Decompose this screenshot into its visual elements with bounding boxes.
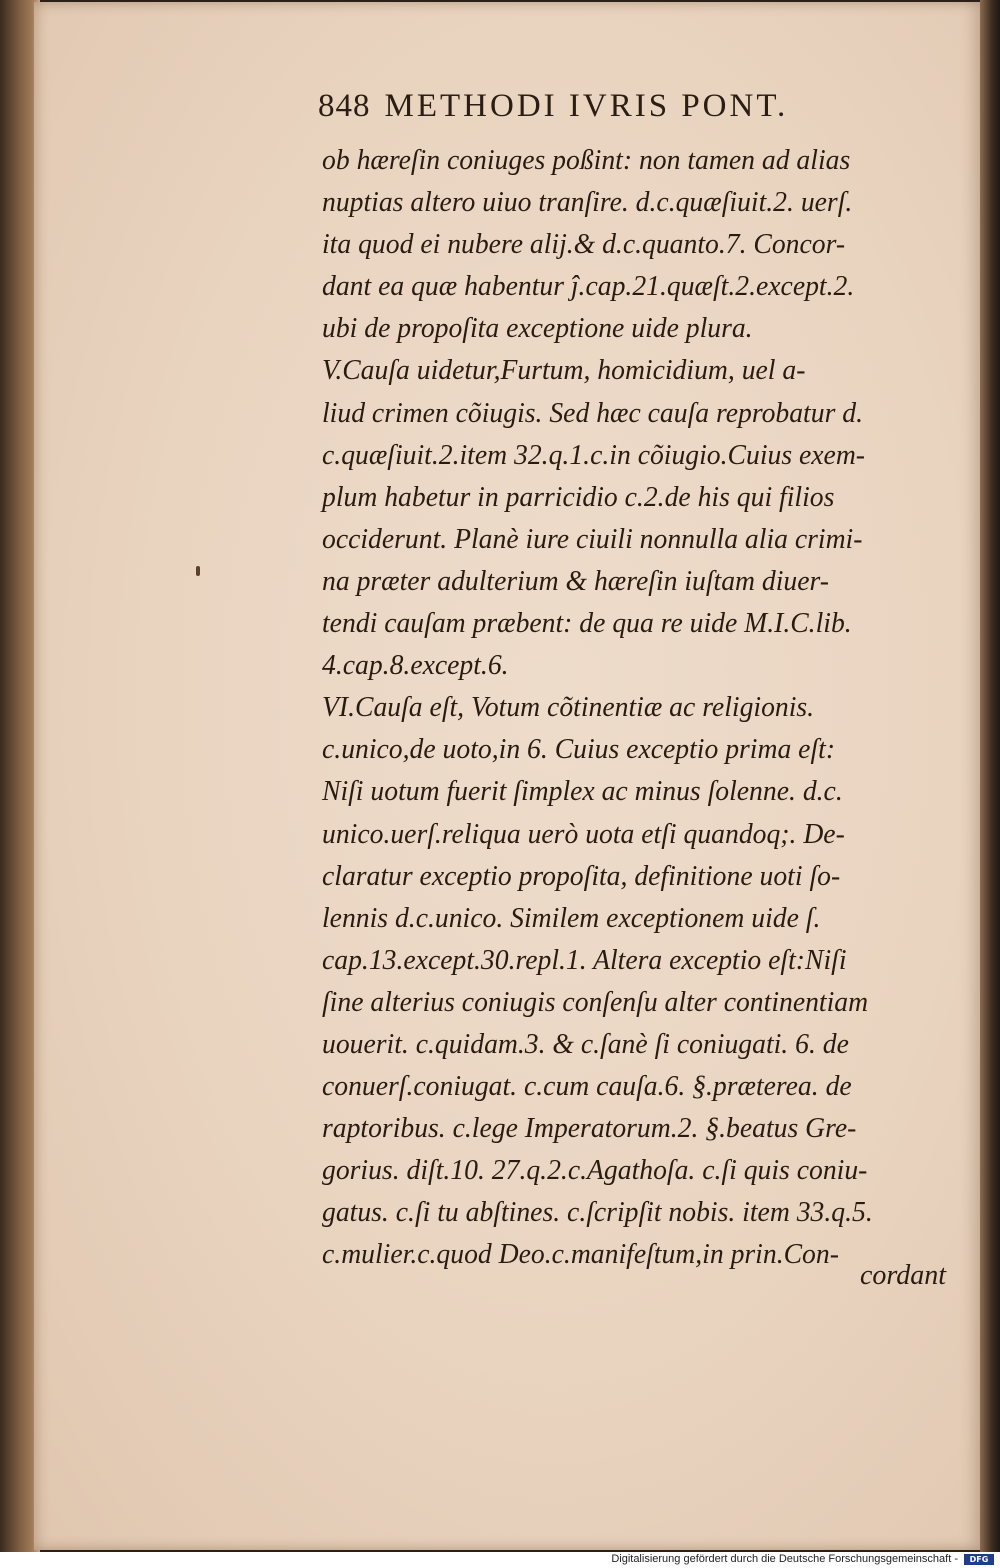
text-line: c.unico,de uoto,in 6. Cuius exceptio prima eſt: [322, 734, 836, 766]
text-line: lennis d.c.unico. Similem exceptionem uide ſ. [322, 902, 821, 934]
text-line: gatus. c.ſi tu abſtines. c.ſcripſit nobis. item 33.q.5. [322, 1197, 873, 1229]
dfg-logo: DFG [964, 1554, 994, 1565]
text-line: ita quod ei nubere alij.& d.c.quanto.7. Concor- [322, 229, 846, 261]
page-header [318, 88, 938, 138]
text-line: liud crimen cõiugis. Sed hæc cauſa reprobatur d. [322, 397, 863, 429]
running-head: METHODI IVRIS PONT. [384, 88, 789, 124]
text-line: cap.13.except.30.repl.1. Altera exceptio eſt:Niſi [322, 944, 847, 976]
text-line: claratur exceptio propoſita, definitione uoti ſo- [322, 860, 841, 892]
text-line: c.mulier.c.quod Deo.c.manifeſtum,in prin.Con- [322, 1239, 839, 1271]
text-line: nuptias altero uiuo tranſire. d.c.quæſiuit.2. uerſ. [322, 187, 853, 219]
body-text [322, 140, 970, 1277]
text-line: VI.Cauſa eſt, Votum cõtinentiæ ac religionis. [322, 692, 815, 724]
text-line: ob hæreſin coniuges poßint: non tamen ad alias [322, 145, 851, 176]
text-line: uouerit. c.quidam.3. & c.ſanè ſi coniugati. 6. de [322, 1028, 849, 1060]
text-line: conuerſ.coniugat. c.cum cauſa.6. §.præterea. de [322, 1071, 852, 1103]
text-line: ubi de propoſita exceptione uide plura. [322, 313, 753, 345]
margin-mark [196, 566, 200, 576]
text-line: raptoribus. c.lege Imperatorum.2. §.beatus Gre- [322, 1113, 857, 1145]
text-line: tendi cauſam præbent: de qua re uide M.I.C.lib. [322, 608, 852, 640]
text-line: dant ea quæ habentur ĵ.cap.21.quæſt.2.except.2. [322, 271, 855, 303]
text-line: gorius. diſt.10. 27.q.2.c.Agathoſa. c.ſi quis coniu- [322, 1155, 868, 1187]
text-line: V.Cauſa uidetur,Furtum, homicidium, uel a- [322, 355, 806, 387]
page-right-edge [980, 0, 1000, 1552]
text-line: ſine alterius coniugis conſenſu alter continentiam [322, 986, 869, 1018]
text-line: occiderunt. Planè iure ciuili nonnulla alia crimi- [322, 523, 863, 555]
catchword: cordant [860, 1260, 947, 1291]
text-line: c.quæſiuit.2.item 32.q.1.c.in cõiugio.Cuius exem- [322, 439, 866, 471]
text-line: unico.uerſ.reliqua uerò uota etſi quandoq;. De- [322, 818, 845, 850]
page-number: 848 [318, 88, 371, 124]
funding-note: Digitalisierung gefördert durch die Deutsche Forschungsgemeinschaft - [611, 1553, 958, 1565]
text-line: Niſi uotum fuerit ſimplex ac minus ſolenne. d.c. [322, 776, 843, 808]
digitization-footer [0, 1552, 1000, 1568]
text-line: na præter adulterium & hæreſin iuſtam diuer- [322, 565, 829, 597]
text-line: 4.cap.8.except.6. [322, 650, 509, 682]
text-line: plum habetur in parricidio c.2.de his qui filios [322, 481, 835, 513]
